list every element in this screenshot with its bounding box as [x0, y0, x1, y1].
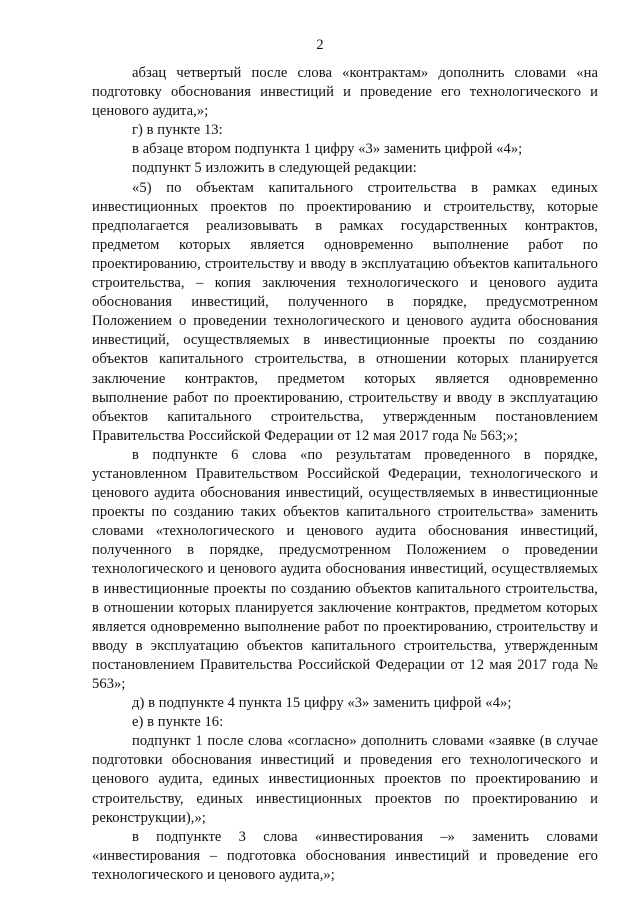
paragraph-punkt-16-heading: е) в пункте 16:: [132, 714, 224, 731]
document-body: [92, 64, 598, 885]
paragraph-abzac-chetvertyi: абзац четвертый после слова «контрактам» дополнить словами «на подготовку обоснования инвестиций и проведение его технологического и ценового аудита,»;: [92, 65, 598, 120]
paragraph-podpunkt-5-intro: подпункт 5 изложить в следующей редакции:: [132, 160, 417, 177]
page-number: 2: [316, 37, 324, 53]
paragraph-podpunkt-6-change: в подпункте 6 слова «по результатам проведенного в порядке, установленном Правительством Российской Федерации, технологического и ценового аудита обоснования инвестиций, осуществляемых в инвестиционные проекты по созданию таких объектов капитального строительства» заменить словами «технологического и ценового аудита обоснования инвестиций, полученного в порядке, предусмотренном Положением о проведении технологического и ценового аудита обоснования инвестиций, осуществляемых в инвестиционные проекты по созданию объектов капитального строительства, в отношении которых планируется заключение контрактов, предметом которых является одновременно выполнение работ по проектированию, строительству и вводу в эксплуатацию объектов капитального строительства, утвержденным постановлением Правительства Российской Федерации от 12 мая 2017 года № 563»;: [92, 446, 598, 692]
paragraph-punkt-15-change: д) в подпункте 4 пункта 15 цифру «3» заменить цифрой «4»;: [132, 695, 512, 712]
paragraph-podpunkt-3-change: в подпункте 3 слова «инвестирования –» заменить словами «инвестирования – подготовка обоснования инвестиций и проведение его технологического и ценового аудита,»;: [92, 828, 598, 883]
paragraph-podpunkt-1-change: в абзаце втором подпункта 1 цифру «3» заменить цифрой «4»;: [132, 141, 523, 158]
paragraph-podpunkt-5-text: «5) по объектам капитального строительства в рамках единых инвестиционных проектов по проектированию и строительству, которые предполагается реализовывать в рамках государственных контрактов, предметом которых является одновременно выполнение работ по проектированию, строительству и вводу в эксплуатацию объектов капитального строительства, – копия заключения технологического и ценового аудита обоснования инвестиций, полученного в порядке, предусмотренном Положением о проведении технологического и ценового аудита обоснования инвестиций, осуществляемых в инвестиционные проекты по созданию объектов капитального строительства, в отношении которых планируется заключение контрактов, предметом которых является одновременно выполнение работ по проектированию, строительству и вводу в эксплуатацию объектов капитального строительства, утвержденным постановлением Правительства Российской Федерации от 12 мая 2017 года № 563;»;: [92, 179, 598, 444]
paragraph-podpunkt-1-addition: подпункт 1 после слова «согласно» дополнить словами «заявке (в случае подготовки обоснования инвестиций и проведения его технологического и ценового аудита, единых инвестиционных проектов по проектированию и строительству, единых инвестиционных проектов по проектированию и реконструкции),»;: [92, 733, 598, 826]
paragraph-punkt-13-heading: г) в пункте 13:: [132, 122, 223, 139]
